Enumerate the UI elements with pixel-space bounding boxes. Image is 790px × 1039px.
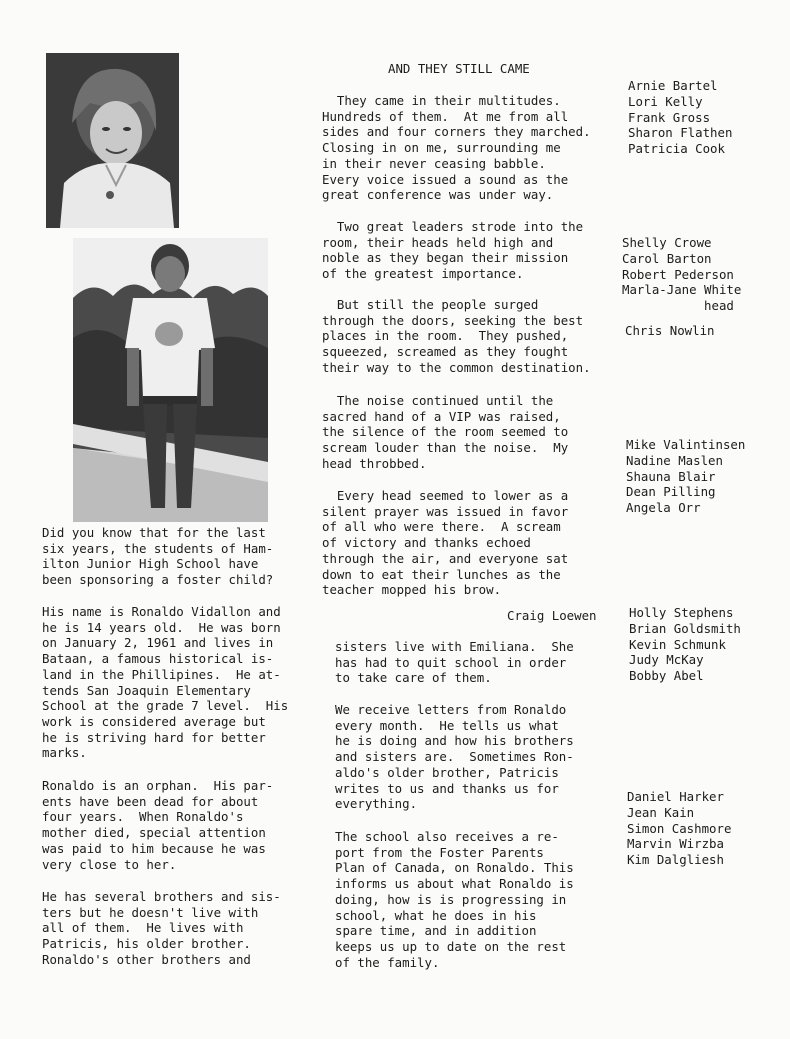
portrait-photo-boy (73, 238, 268, 522)
name-list: Chris Nowlin (625, 323, 715, 338)
article-paragraph: sisters live with Emiliana. She has had to quit school in order to take care of them. (335, 639, 574, 686)
name-list: Arnie Bartel Lori Kelly Frank Gross Sharon Flathen Patricia Cook (628, 78, 733, 157)
poem-author: Craig Loewen (507, 608, 597, 623)
article-paragraph: The school also receives a re- port from the Foster Parents Plan of Canada, on Ronaldo. This informs us about what Ronaldo is doing, how is is progressing in school, what he does in his spare time, and in addition keeps us up to date on the rest of the family. (335, 829, 574, 970)
article-paragraph: Did you know that for the last six years, the students of Ham- ilton Junior High School have been sponsoring a foster child? (42, 525, 274, 588)
name-list: Daniel Harker Jean Kain Simon Cashmore Marvin Wirzba Kim Dalgliesh (627, 789, 732, 868)
poem-paragraph: They came in their multitudes. Hundreds of them. At me from all sides and four corners they marched. Closing in on me, surrounding me in their never ceasing babble. Every voice issued a sound as the great conference was under way. (322, 93, 591, 203)
article-paragraph: His name is Ronaldo Vidallon and he is 14 years old. He was born on January 2, 1961 and lives in Bataan, a famous historical is- land in the Phillipines. He at- tends San Joaquin Elementary School at the grade 7 level. His work is considered average but he is striving hard for better marks. (42, 604, 289, 761)
article-title: AND THEY STILL CAME (388, 61, 530, 76)
name-list: Holly Stephens Brian Goldsmith Kevin Schmunk Judy McKay Bobby Abel (629, 605, 741, 684)
poem-paragraph: But still the people surged through the doors, seeking the best places in the room. They pushed, squeezed, screamed as they fought their way to the common destination. (322, 297, 591, 375)
article-paragraph: He has several brothers and sis- ters but he doesn't live with all of them. He lives with Patricis, his older brother. Ronaldo's other brothers and (42, 889, 281, 967)
name-list: Mike Valintinsen Nadine Maslen Shauna Blair Dean Pilling Angela Orr (626, 437, 746, 516)
poem-paragraph: Every head seemed to lower as a silent prayer was issued in favor of all who were there. A scream of victory and thanks echoed through the air, and everyone sat down to eat their lunches as the teacher mopped his brow. (322, 488, 569, 598)
portrait-photo-girl (46, 53, 179, 228)
article-paragraph: We receive letters from Ronaldo every month. He tells us what he is doing and how his brothers and sisters are. Sometimes Ron- aldo's older brother, Patricis writes to us and thanks us for everything. (335, 702, 574, 812)
article-paragraph: Ronaldo is an orphan. His par- ents have been dead for about four years. When Ronaldo's mother died, special attention was paid to him because he was very close to her. (42, 778, 274, 872)
poem-paragraph: Two great leaders strode into the room, their heads held high and noble as they began their mission of the greatest importance. (322, 219, 584, 282)
poem-paragraph: The noise continued until the sacred hand of a VIP was raised, the silence of the room seemed to scream louder than the noise. My head throbbed. (322, 393, 569, 471)
name-list: Shelly Crowe Carol Barton Robert Pederson Marla-Jane White head (622, 235, 742, 314)
